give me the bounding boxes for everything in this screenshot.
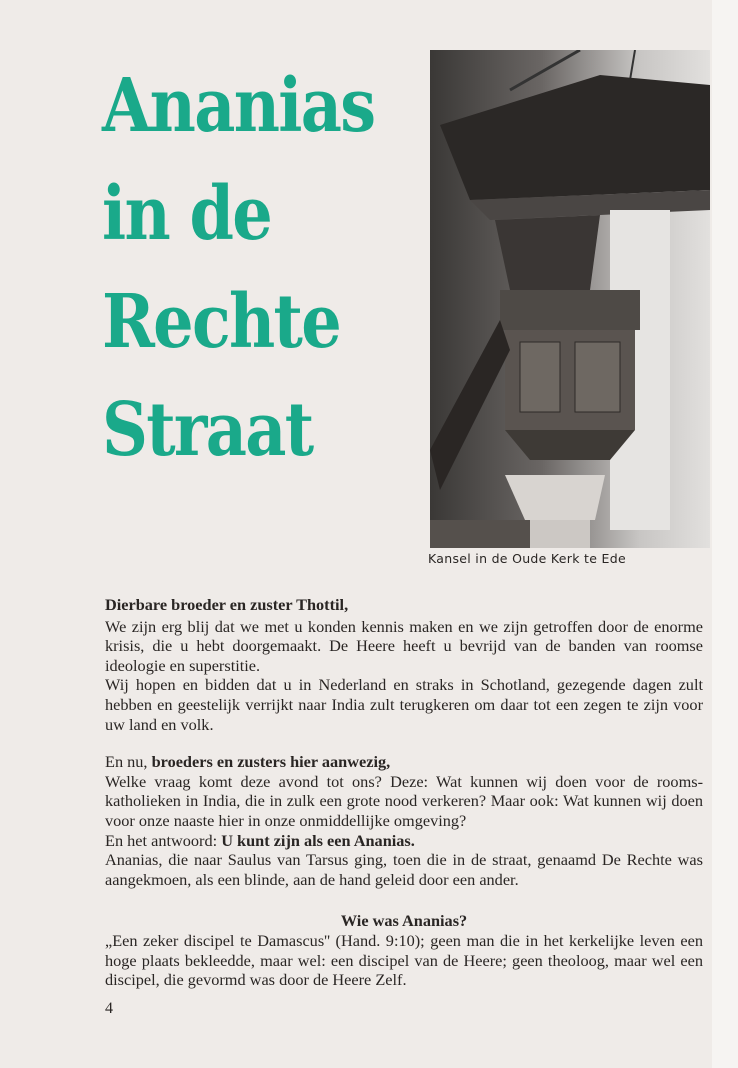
title-line: Rechte [102, 279, 340, 365]
address-bold: broeders en zusters hier aanwezig, [151, 752, 391, 772]
paragraph: „Een zeker discipel te Damascus'' (Hand. 9:10); geen man die in het kerkelijke leven een hoge plaats bekleedde, maar wel: een discipel van de Heere; geen theoloog, maar wel een discipel, die gevormd was door de Heere Zelf. [105, 930, 703, 990]
address-prefix: En nu, [105, 752, 152, 772]
pulpit-illustration [430, 50, 710, 548]
photo-caption: Kansel in de Oude Kerk te Ede [428, 551, 626, 566]
answer-line [105, 831, 703, 851]
address-line [105, 752, 703, 772]
article-body [105, 595, 703, 990]
title-line: in de [102, 171, 271, 257]
page-edge [712, 0, 738, 1068]
answer-bold: U kunt zijn als een Ananias. [221, 830, 415, 850]
paragraph: Welke vraag komt deze avond tot ons? Deze: Wat kunnen wij doen voor de rooms-katholieken in India, die in zulk een grote nood verkeren? Maar ook: Wat kunnen wij doen voor onze naaste hier in onze onmiddellijke omgeving? [105, 771, 703, 830]
title-line: Ananias [102, 63, 375, 149]
page-number: 4 [105, 1000, 113, 1017]
title-line: Straat [102, 387, 313, 473]
answer-prefix: En het antwoord: [105, 830, 222, 850]
article-title [102, 52, 374, 484]
paragraph: Wij hopen en bidden dat u in Nederland en straks in Schotland, gezegende dagen zult hebben en geestelijk verrijkt naar India zult terugkeren om daar tot een zegen te zijn voor uw land en volk. [105, 675, 703, 734]
greeting: Dierbare broeder en zuster Thottil, [105, 595, 349, 614]
pulpit-photo [430, 50, 710, 548]
paragraph: Ananias, die naar Saulus van Tarsus ging, toen die in de straat, genaamd De Rechte was aangekmoen, als een blinde, aan de hand geleid door een ander. [105, 850, 703, 889]
subheading: Wie was Ananias? [340, 911, 468, 931]
paragraph: We zijn erg blij dat we met u konden kennis maken en we zijn getroffen door de enorme krisis, die u hebt doorgemaakt. De Heere heeft u bevrijd van de banden van roomse ideologie en superstitie. [105, 616, 703, 675]
